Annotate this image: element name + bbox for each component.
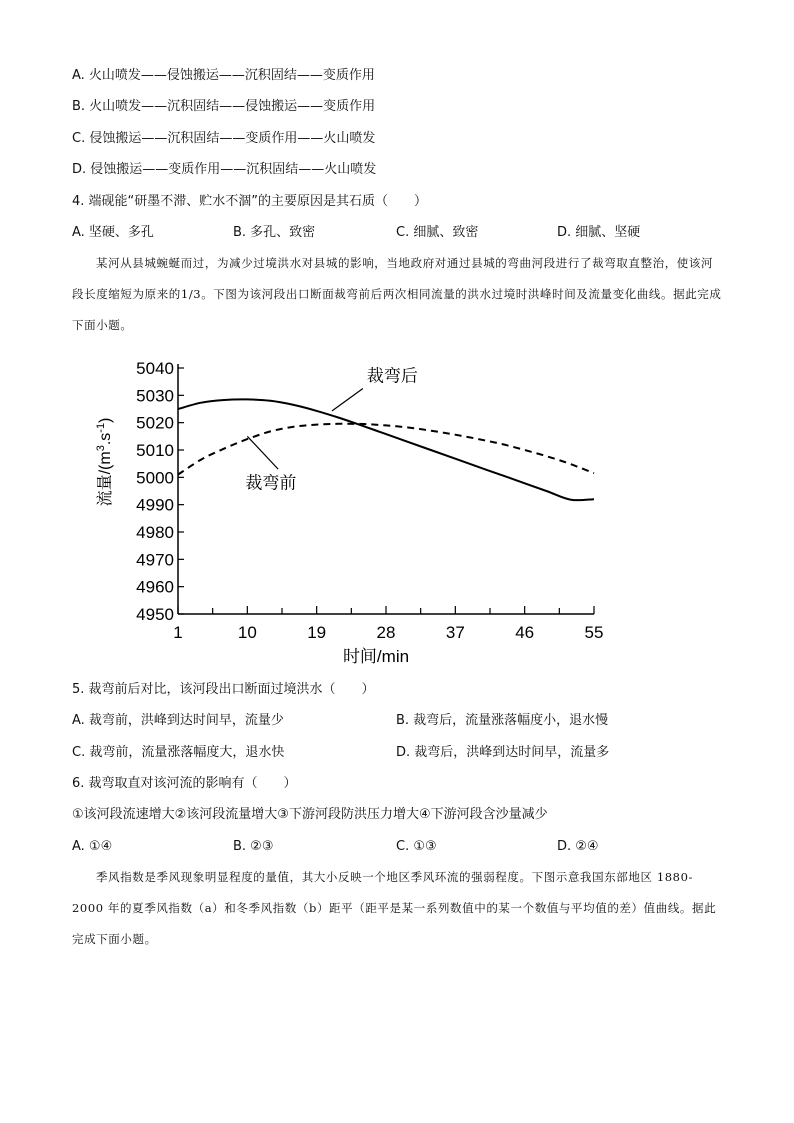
x-tick-label: 28: [376, 623, 396, 642]
q6-stem: 6. 裁弯取直对该河流的影响有（ ）: [72, 776, 297, 791]
y-tick-label: 4970: [136, 550, 174, 570]
chart-y-ticks: [136, 359, 184, 624]
q4-option-b: B. 多孔、致密: [233, 225, 316, 240]
q3-option-c: C. 侵蚀搬运——沉积固结——变质作用——火山喷发: [72, 131, 376, 146]
y-label-sup-1: 3: [95, 445, 107, 452]
chart-x-label: 时间/min: [342, 647, 410, 666]
chart-y-label: [95, 418, 114, 507]
y-tick-label: 4950: [136, 605, 174, 624]
q5-option-a: A. 裁弯前，洪峰到达时间早，流量少: [72, 713, 284, 728]
y-tick-label: 4960: [136, 577, 174, 597]
q4-option-c: C. 细腻、致密: [396, 225, 479, 240]
q5-option-c: C. 裁弯前，流量涨落幅度大，退水快: [72, 745, 285, 760]
chart-series: [178, 399, 594, 500]
x-tick-label: 19: [307, 623, 327, 642]
flow-chart: [88, 352, 648, 672]
x-tick-label: 55: [584, 623, 604, 642]
passage-river-cutoff-text: 某河从县城蜿蜒而过，为减少过境洪水对县城的影响，当地政府对通过县城的弯曲河段进行了裁弯取直整治，使该河段长度缩短为原来的1/3。下图为该河段出口断面裁弯前后两次相同流量的洪水过境时洪峰时间及流量变化曲线。据此完成下面小题。: [72, 256, 722, 332]
q4-stem: 4. 端砚能“研墨不滞、贮水不涸”的主要原因是其石质（ ）: [72, 194, 428, 209]
q5-stem: 5. 裁弯前后对比，该河段出口断面过境洪水（ ）: [72, 682, 375, 697]
y-tick-label: 5040: [136, 359, 174, 378]
series-line-2: [178, 424, 594, 475]
y-tick-label: 4990: [136, 495, 174, 515]
y-tick-label: 5000: [136, 468, 174, 488]
y-label-mid: .s: [97, 432, 114, 446]
q6-option-c: C. ①③: [396, 839, 437, 854]
x-tick-label: 37: [445, 623, 465, 642]
q5-option-d: D. 裁弯后，洪峰到达时间早，流量多: [396, 745, 610, 760]
annotation-before-cutoff: 裁弯前: [245, 473, 297, 493]
y-label-main: 流量/(m: [97, 451, 114, 507]
chart-x-ticks: [173, 606, 603, 642]
x-tick-label: 10: [237, 623, 257, 642]
x-tick-label: 1: [173, 623, 183, 642]
q6-option-d: D. ②④: [557, 839, 599, 854]
q6-statements: ①该河段流速增大②该河段流量增大③下游河段防洪压力增大④下游河段含沙量减少: [72, 807, 548, 822]
annotation-leader-after: [332, 389, 363, 411]
q3-option-d: D. 侵蚀搬运——变质作用——沉积固结——火山喷发: [72, 162, 377, 177]
y-label-sup-2: -1: [95, 422, 107, 433]
x-tick-label: 46: [515, 623, 535, 642]
y-tick-label: 5030: [136, 386, 174, 406]
q4-option-d: D. 细腻、坚硬: [557, 225, 641, 240]
q5-option-b: B. 裁弯后，流量涨落幅度小，退水慢: [396, 713, 609, 728]
annotation-leader-before: [247, 436, 278, 469]
q3-option-b: B. 火山喷发——沉积固结——侵蚀搬运——变质作用: [72, 99, 376, 114]
q6-option-a: A. ①④: [72, 839, 113, 854]
passage-river-cutoff: [72, 248, 724, 341]
q4-option-a: A. 坚硬、多孔: [72, 225, 154, 240]
q6-option-b: B. ②③: [233, 839, 274, 854]
q3-option-a: A. 火山喷发——侵蚀搬运——沉积固结——变质作用: [72, 68, 375, 83]
series-line-1: [178, 399, 594, 500]
passage-monsoon-index-text: 季风指数是季风现象明显程度的量值，其大小反映一个地区季风环流的强弱程度。下图示意我国东部地区 1880-2000 年的夏季风指数（a）和冬季风指数（b）距平（距平是某一系列数值中的某一个数值与平均值的差）值曲线。据此完成下面小题。: [72, 870, 717, 946]
annotation-after-cutoff: 裁弯后: [366, 366, 418, 386]
y-tick-label: 4980: [136, 523, 174, 542]
y-tick-label: 5020: [136, 413, 174, 433]
y-tick-label: 5010: [136, 441, 174, 460]
chart-axes: [178, 364, 594, 614]
passage-monsoon-index: [72, 862, 724, 955]
y-label-end: ): [97, 417, 114, 423]
chart-annotations: [245, 367, 418, 493]
